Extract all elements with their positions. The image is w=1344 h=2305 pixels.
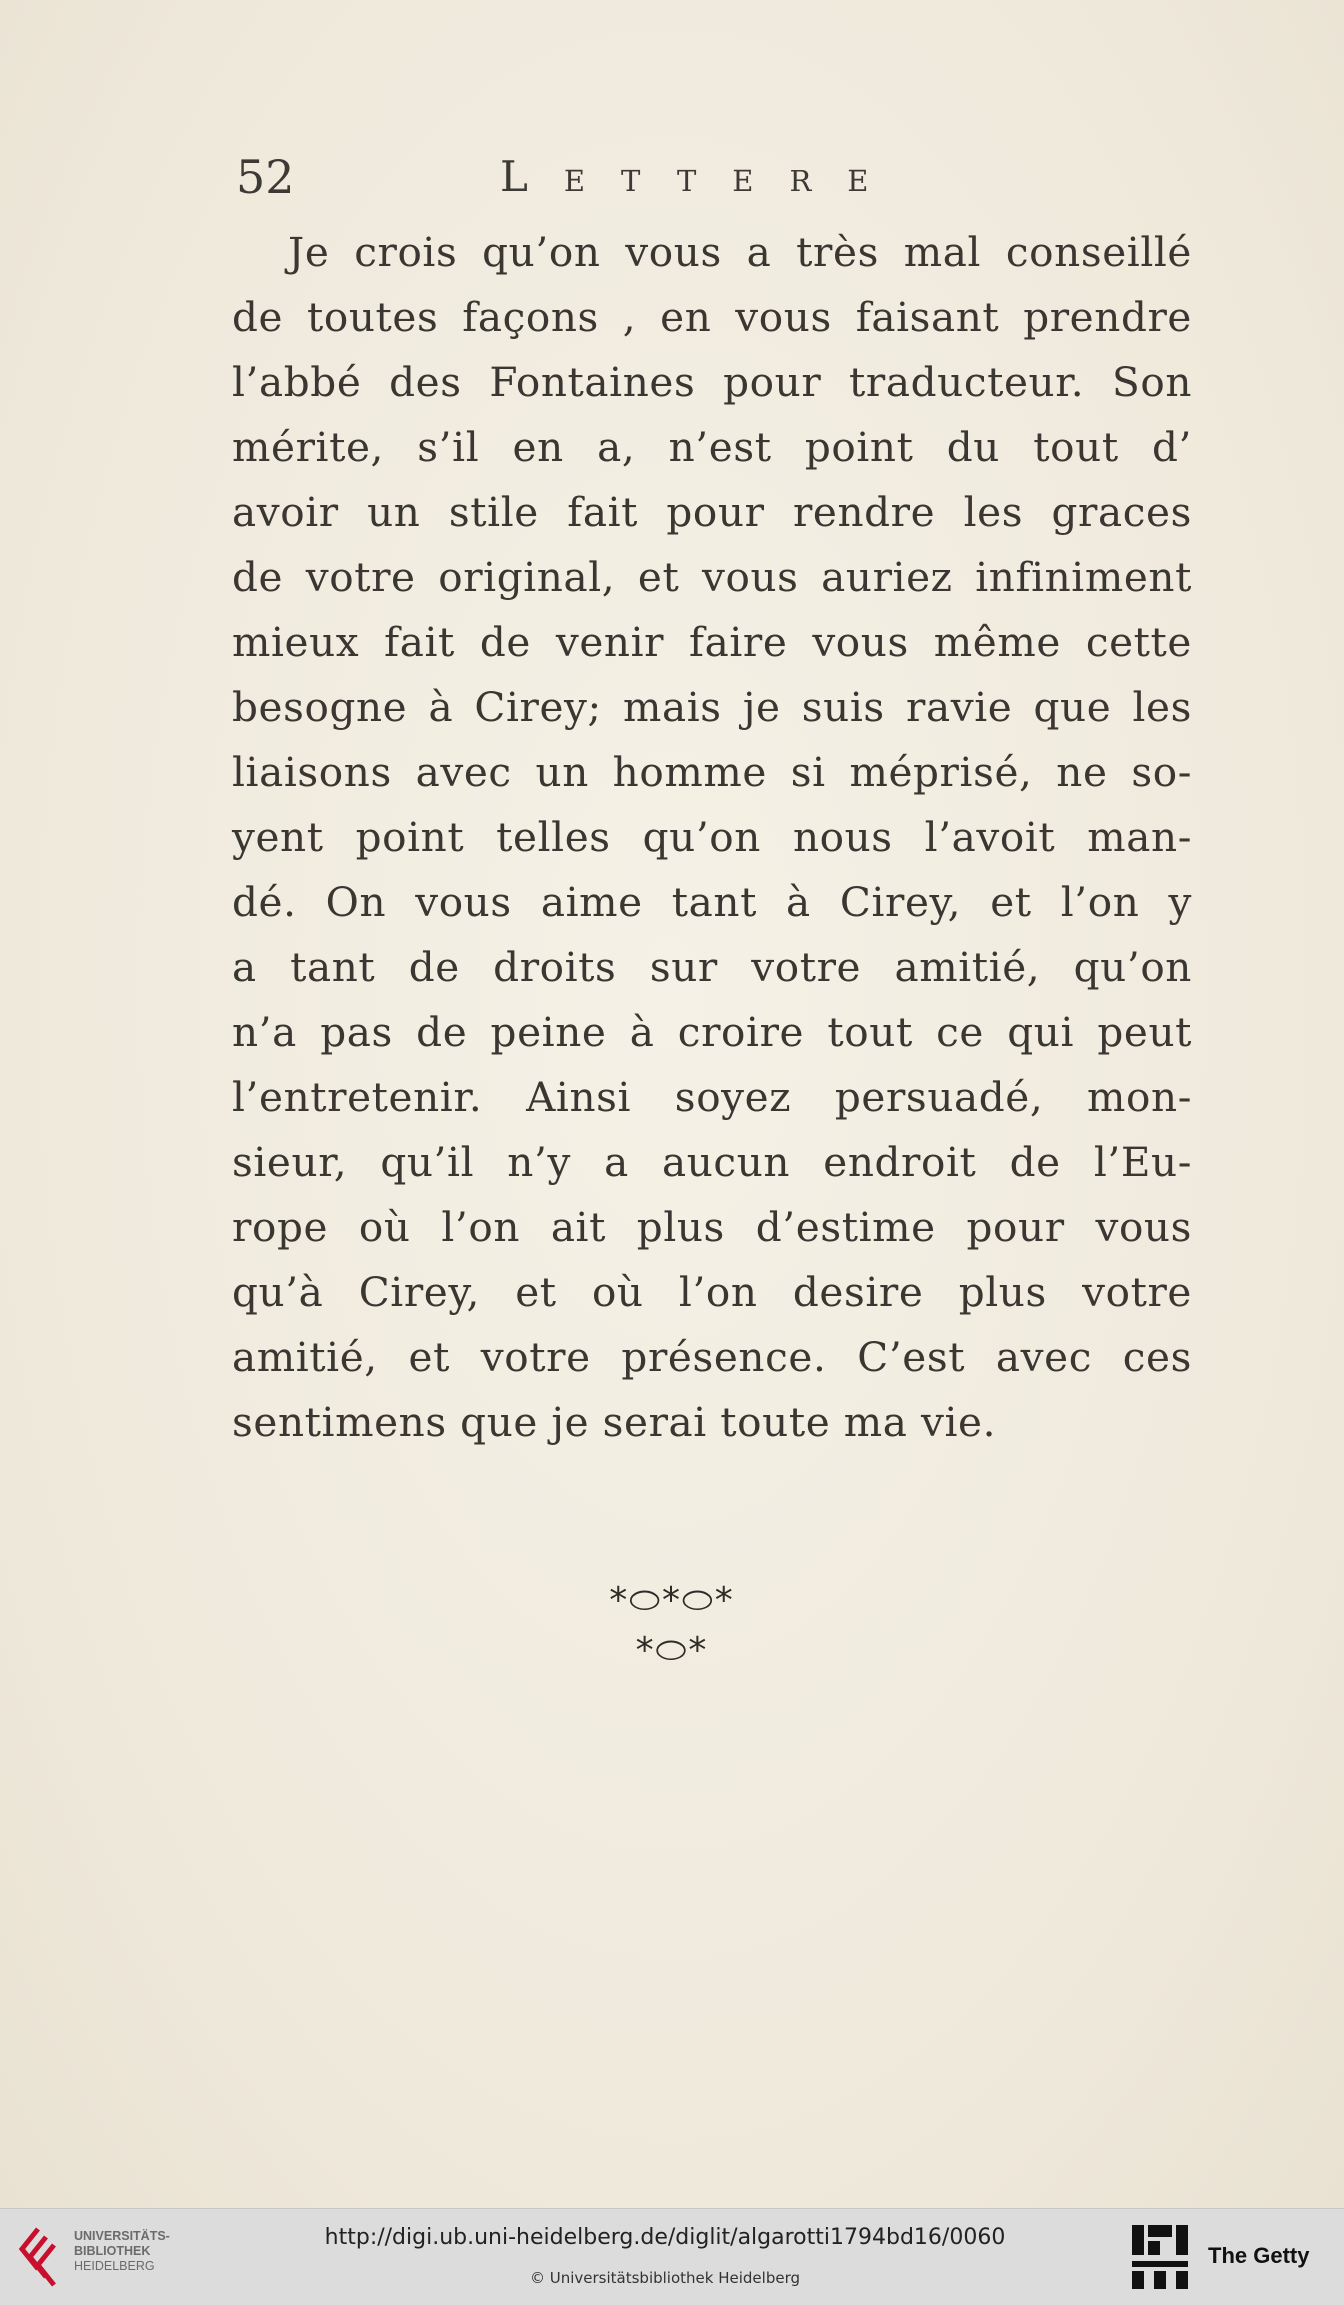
printer-ornament-bottom: *⬭* xyxy=(635,1630,709,1671)
institution-line: UNIVERSITÄTS- xyxy=(74,2229,170,2243)
getty-logo-icon xyxy=(1130,2223,1190,2291)
text-line: yent point telles qu’on nous l’avoit man- xyxy=(232,813,1192,861)
text-line: qu’à Cirey, et où l’on desire plus votre xyxy=(232,1268,1192,1316)
text-line: n’a pas de peine à croire tout ce qui peut xyxy=(232,1008,1192,1056)
text-line: besogne à Cirey; mais je suis ravie que les xyxy=(232,683,1192,731)
text-line: l’entretenir. Ainsi soyez persuadé, mon- xyxy=(232,1073,1192,1121)
text-line: l’abbé des Fontaines pour traducteur. Son xyxy=(232,358,1192,406)
viewer-footer xyxy=(0,2208,1344,2305)
text-line: Je crois qu’on vous a très mal conseillé xyxy=(288,228,1192,276)
text-line: sieur, qu’il n’y a aucun endroit de l’Eu- xyxy=(232,1138,1192,1186)
text-line: dé. On vous aime tant à Cirey, et l’on y xyxy=(232,878,1192,926)
page-header xyxy=(0,150,1344,210)
page-number: 52 xyxy=(236,150,295,204)
letter-text xyxy=(232,220,1192,1455)
partner-name: The Getty xyxy=(1208,2243,1310,2268)
institution-name xyxy=(74,2229,170,2274)
institution-line: HEIDELBERG xyxy=(74,2259,155,2273)
text-line: amitié, et votre présence. C’est avec ces xyxy=(232,1333,1192,1381)
running-title: Lettere xyxy=(500,152,905,201)
text-line: mérite, s’il en a, n’est point du tout d’ xyxy=(232,423,1192,471)
text-line: a tant de droits sur votre amitié, qu’on xyxy=(232,943,1192,991)
text-line: avoir un stile fait pour rendre les graces xyxy=(232,488,1192,536)
printer-ornament-top: *⬭*⬭* xyxy=(609,1580,735,1621)
university-library-logo-icon xyxy=(16,2223,64,2291)
copyright-notice: © Universitätsbibliothek Heidelberg xyxy=(529,2269,800,2287)
text-line-last: sentimens que je serai toute ma vie. xyxy=(232,1398,997,1446)
text-line: liaisons avec un homme si méprisé, ne so- xyxy=(232,748,1192,796)
text-line: rope où l’on ait plus d’estime pour vous xyxy=(232,1203,1192,1251)
text-line: de toutes façons , en vous faisant prendre xyxy=(232,293,1192,341)
permalink-url[interactable]: http://digi.ub.uni-heidelberg.de/diglit/algarotti1794bd16/0060 xyxy=(324,2225,1006,2250)
text-line: mieux fait de venir faire vous même cette xyxy=(232,618,1192,666)
text-line: de votre original, et vous auriez infiniment xyxy=(232,553,1192,601)
institution-line: BIBLIOTHEK xyxy=(74,2244,151,2258)
